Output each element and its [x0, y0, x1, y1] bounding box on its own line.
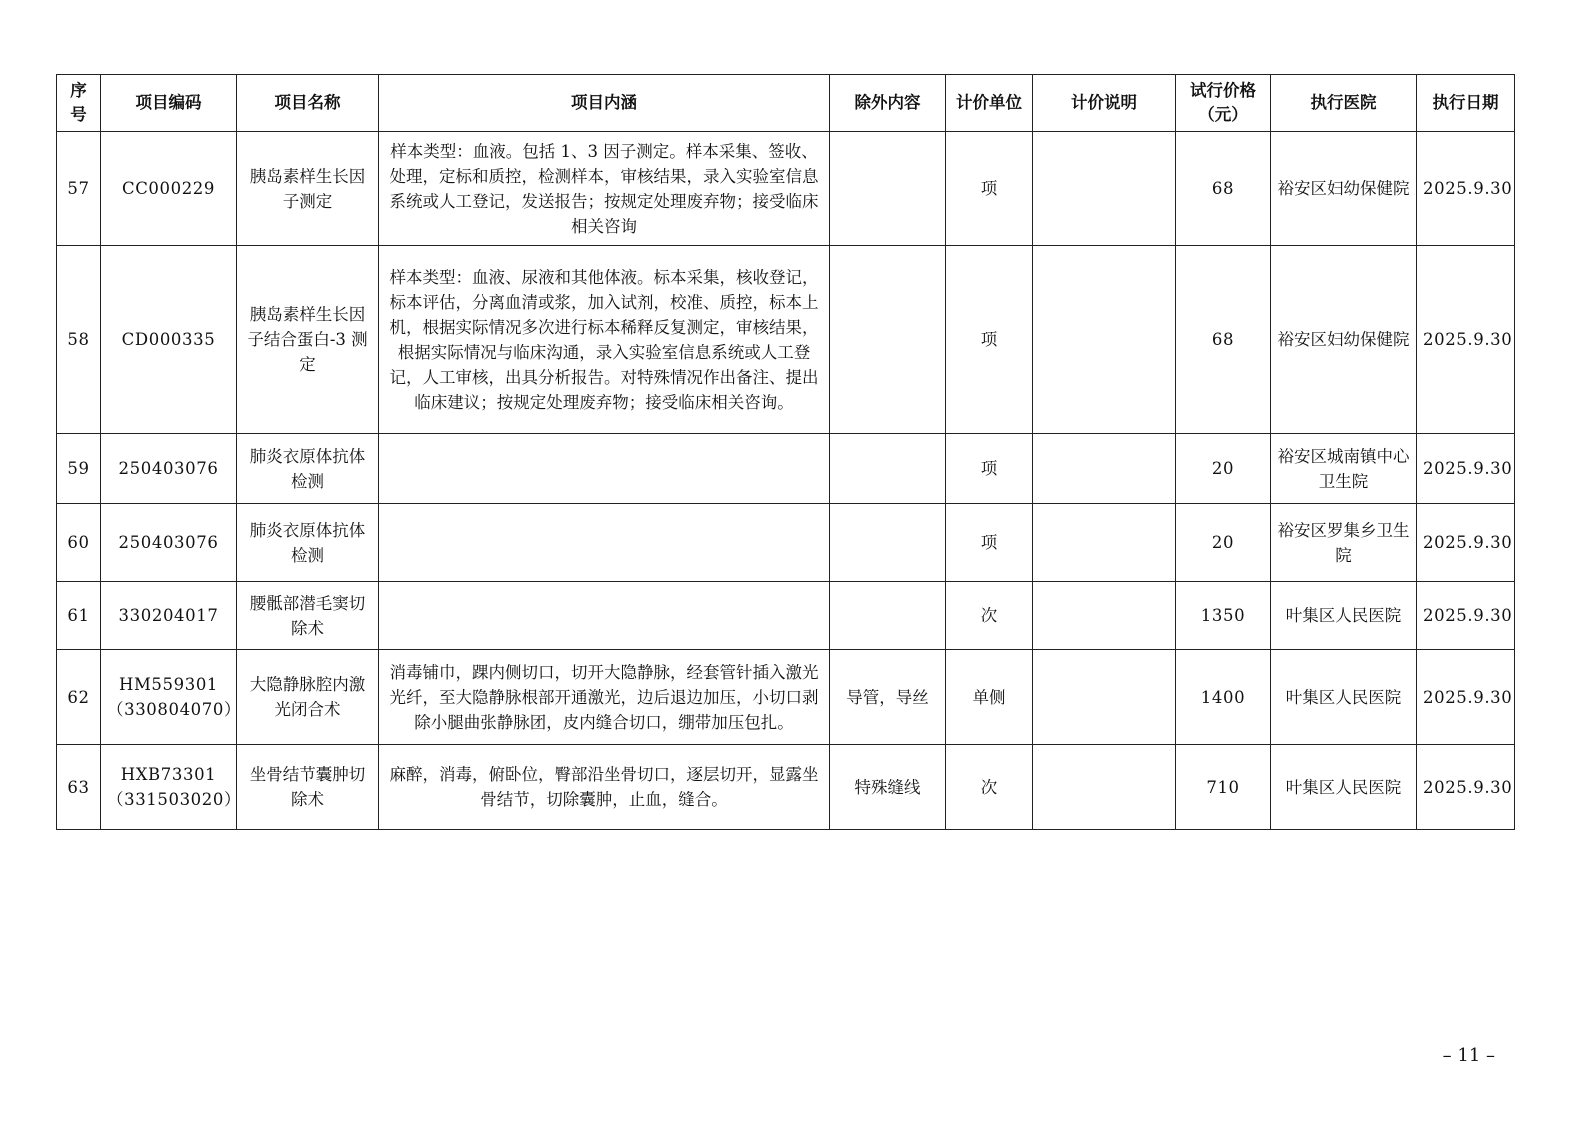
cell-hospital: 裕安区妇幼保健院: [1271, 132, 1417, 246]
table-row: [57, 132, 1515, 246]
cell-code: HXB73301（331503020）: [101, 745, 237, 830]
cell-content: [379, 582, 830, 650]
price-table: [56, 74, 1515, 830]
cell-code: CC000229: [101, 132, 237, 246]
table-row: [57, 434, 1515, 504]
cell-code: CD000335: [101, 246, 237, 434]
cell-name: 腰骶部潜毛窦切除术: [237, 582, 379, 650]
cell-pricing-note: [1033, 132, 1176, 246]
cell-index: 62: [57, 650, 101, 745]
cell-content: 样本类型：血液、尿液和其他体液。标本采集，核收登记，标本评估，分离血清或浆，加入试剂，校准、质控，标本上机，根据实际情况多次进行标本稀释反复测定，审核结果，根据实际情况与临床沟通，录入实验室信息系统或人工登记，人工审核，出具分析报告。对特殊情况作出备注、提出临床建议；按规定处理废弃物；接受临床相关咨询。: [379, 246, 830, 434]
cell-name: 坐骨结节囊肿切除术: [237, 745, 379, 830]
cell-unit: 项: [946, 132, 1033, 246]
cell-date: 2025.9.30: [1417, 650, 1515, 745]
cell-price: 1350: [1176, 582, 1271, 650]
cell-exclusions: [830, 504, 946, 582]
cell-pricing-note: [1033, 246, 1176, 434]
cell-unit: 项: [946, 434, 1033, 504]
cell-index: 61: [57, 582, 101, 650]
header-hospital: 执行医院: [1271, 75, 1417, 132]
cell-date: 2025.9.30: [1417, 504, 1515, 582]
header-name: 项目名称: [237, 75, 379, 132]
cell-price: 20: [1176, 434, 1271, 504]
cell-exclusions: [830, 132, 946, 246]
cell-content: [379, 434, 830, 504]
cell-code: HM559301（330804070）: [101, 650, 237, 745]
cell-unit: 次: [946, 745, 1033, 830]
header-content: 项目内涵: [379, 75, 830, 132]
cell-pricing-note: [1033, 434, 1176, 504]
cell-name: 肺炎衣原体抗体检测: [237, 504, 379, 582]
cell-index: 57: [57, 132, 101, 246]
cell-price: 68: [1176, 132, 1271, 246]
header-index: 序号: [57, 75, 101, 132]
cell-content: [379, 504, 830, 582]
header-date: 执行日期: [1417, 75, 1515, 132]
cell-price: 1400: [1176, 650, 1271, 745]
table-row: [57, 504, 1515, 582]
page-number: – 11 –: [1442, 1045, 1495, 1066]
cell-pricing-note: [1033, 650, 1176, 745]
cell-hospital: 叶集区人民医院: [1271, 745, 1417, 830]
cell-unit: 单侧: [946, 650, 1033, 745]
cell-code: 330204017: [101, 582, 237, 650]
cell-content: 消毒铺巾，踝内侧切口，切开大隐静脉，经套管针插入激光光纤，至大隐静脉根部开通激光，边后退边加压，小切口剥除小腿曲张静脉团，皮内缝合切口，绷带加压包扎。: [379, 650, 830, 745]
header-exclusions: 除外内容: [830, 75, 946, 132]
cell-hospital: 叶集区人民医院: [1271, 650, 1417, 745]
cell-price: 68: [1176, 246, 1271, 434]
cell-date: 2025.9.30: [1417, 132, 1515, 246]
cell-hospital: 裕安区罗集乡卫生院: [1271, 504, 1417, 582]
cell-exclusions: [830, 246, 946, 434]
cell-code: 250403076: [101, 504, 237, 582]
cell-pricing-note: [1033, 582, 1176, 650]
cell-price: 20: [1176, 504, 1271, 582]
cell-exclusions: 特殊缝线: [830, 745, 946, 830]
cell-hospital: 裕安区城南镇中心卫生院: [1271, 434, 1417, 504]
cell-date: 2025.9.30: [1417, 246, 1515, 434]
cell-name: 胰岛素样生长因子测定: [237, 132, 379, 246]
cell-code: 250403076: [101, 434, 237, 504]
cell-content: 麻醉，消毒，俯卧位，臀部沿坐骨切口，逐层切开，显露坐骨结节，切除囊肿，止血，缝合。: [379, 745, 830, 830]
header-code: 项目编码: [101, 75, 237, 132]
header-unit: 计价单位: [946, 75, 1033, 132]
cell-content: 样本类型：血液。包括 1、3 因子测定。样本采集、签收、处理，定标和质控，检测样本，审核结果，录入实验室信息系统或人工登记，发送报告；按规定处理废弃物；接受临床相关咨询: [379, 132, 830, 246]
cell-index: 58: [57, 246, 101, 434]
cell-index: 63: [57, 745, 101, 830]
cell-unit: 项: [946, 246, 1033, 434]
cell-name: 胰岛素样生长因子结合蛋白-3 测定: [237, 246, 379, 434]
table-row: [57, 650, 1515, 745]
cell-date: 2025.9.30: [1417, 434, 1515, 504]
cell-name: 大隐静脉腔内激光闭合术: [237, 650, 379, 745]
cell-unit: 项: [946, 504, 1033, 582]
cell-hospital: 叶集区人民医院: [1271, 582, 1417, 650]
cell-index: 60: [57, 504, 101, 582]
cell-unit: 次: [946, 582, 1033, 650]
cell-price: 710: [1176, 745, 1271, 830]
cell-pricing-note: [1033, 745, 1176, 830]
cell-pricing-note: [1033, 504, 1176, 582]
table-row: [57, 745, 1515, 830]
cell-hospital: 裕安区妇幼保健院: [1271, 246, 1417, 434]
cell-exclusions: [830, 434, 946, 504]
cell-date: 2025.9.30: [1417, 582, 1515, 650]
cell-exclusions: [830, 582, 946, 650]
cell-date: 2025.9.30: [1417, 745, 1515, 830]
cell-name: 肺炎衣原体抗体检测: [237, 434, 379, 504]
table-row: [57, 246, 1515, 434]
cell-exclusions: 导管，导丝: [830, 650, 946, 745]
header-pricing-note: 计价说明: [1033, 75, 1176, 132]
header-trial-price: 试行价格（元）: [1176, 75, 1271, 132]
table-row: [57, 582, 1515, 650]
table-header-row: [57, 75, 1515, 132]
cell-index: 59: [57, 434, 101, 504]
